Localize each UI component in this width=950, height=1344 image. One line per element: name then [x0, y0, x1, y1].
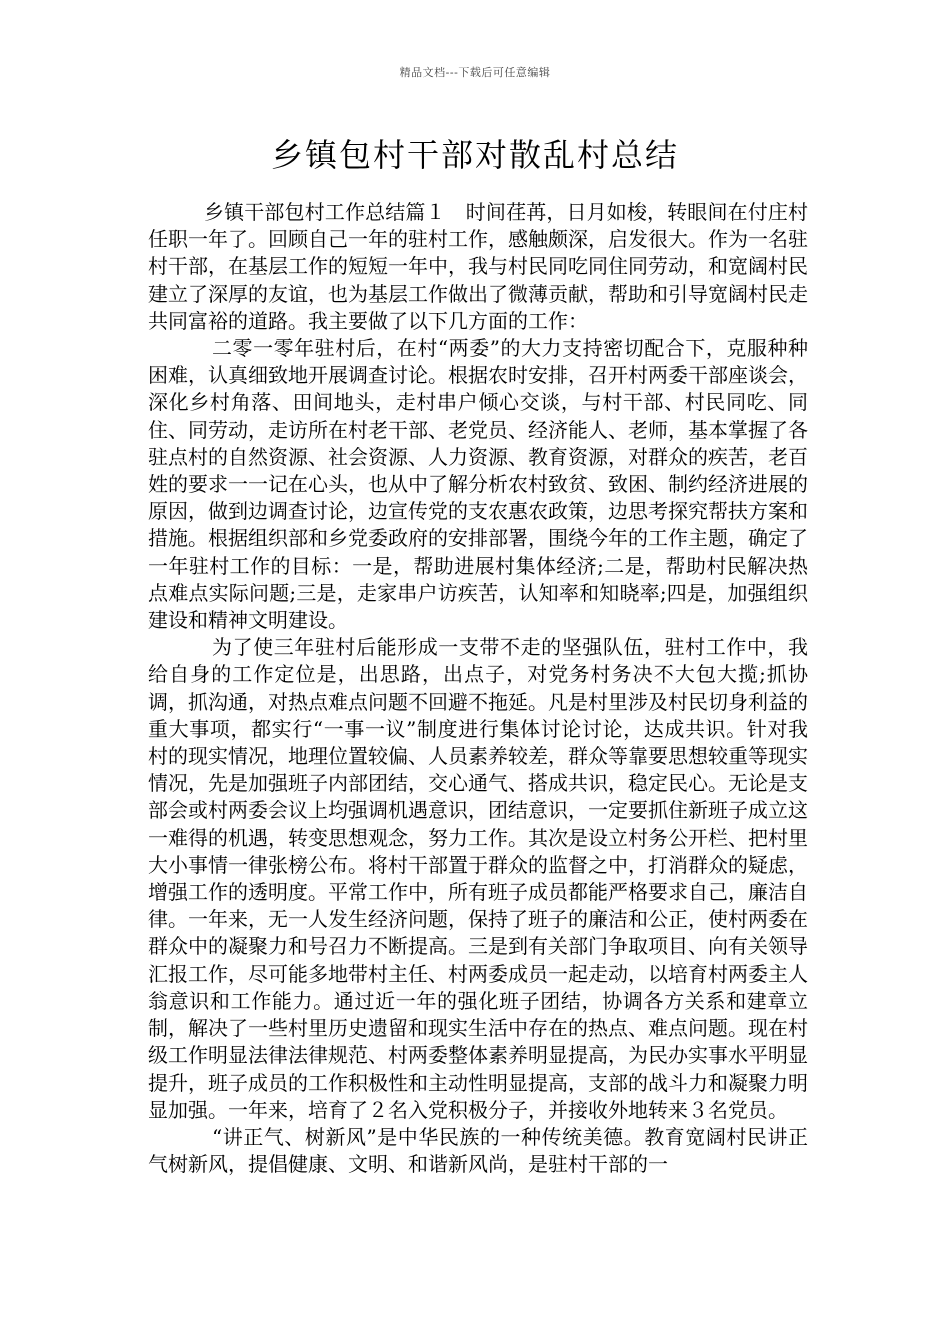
header-note: 精品文档---下载后可任意编辑 — [399, 66, 551, 79]
paragraph-2: 二零一零年驻村后，在村“两委”的大力支持密切配合下，克服种种困难，认真细致地开展调查讨论。根据农时安排，召开村两委干部座谈会，深化乡村角落、田间地头，走村串户倾心交谈，与村干部、村民同吃、同住、同劳动，走访所在村老干部、老党员、经济能人、老师，基本掌握了各驻点村的自然资源、社会资源、人力资源、教育资源，对群众的疾苦，老百姓的要求一一记在心头，也从中了解分析农村致贫、致困、制约经济进展的原因，做到边调查讨论，边宣传党的支农惠农政策，边思考探究帮扶方案和措施。根据组织部和乡党委政府的安排部署，围绕今年的工作主题，确定了一年驻村工作的目标：一是，帮助进展村集体经济;二是，帮助村民解决热点难点实际问题;三是，走家串户访疾苦，认知率和知晓率;四是，加强组织建设和精神文明建设。 — [148, 336, 808, 633]
document-body — [148, 199, 808, 1178]
paragraph-1: 乡镇干部包村工作总结篇１ 时间荏苒，日月如梭，转眼间在付庄村任职一年了。回顾自己一年的驻村工作，感触颇深，启发很大。作为一名驻村干部，在基层工作的短短一年中，我与村民同吃同住同劳动，和宽阔村民建立了深厚的友谊，也为基层工作做出了微薄贡献，帮助和引导宽阔村民走共同富裕的道路。我主要做了以下几方面的工作： — [148, 200, 808, 333]
document-title: 乡镇包村干部对散乱村总结 — [270, 136, 679, 174]
paragraph-3: 为了使三年驻村后能形成一支带不走的坚强队伍，驻村工作中，我给自身的工作定位是，出思路，出点子，对党务村务决不大包大揽;抓协调，抓沟通，对热点难点问题不回避不拖延。凡是村里涉及村民切身利益的重大事项，都实行“一事一议”制度进行集体讨论讨论，达成共识。针对我村的现实情况，地理位置较偏、人员素养较差，群众等靠要思想较重等现实情况，先是加强班子内部团结，交心通气、搭成共识，稳定民心。无论是支部会或村两委会议上均强调机遇意识，团结意识，一定要抓住新班子成立这一难得的机遇，转变思想观念，努力工作。其次是设立村务公开栏、把村里大小事情一律张榜公布。将村干部置于群众的监督之中，打消群众的疑虑，增强工作的透明度。平常工作中，所有班子成员都能严格要求自己，廉洁自律。一年来，无一人发生经济问题，保持了班子的廉洁和公正，使村两委在群众中的凝聚力和号召力不断提高。三是到有关部门争取项目、向有关领导汇报工作，尽可能多地带村主任、村两委成员一起走动，以培育村两委主人翁意识和工作能力。通过近一年的强化班子团结，协调各方关系和建章立制，解决了一些村里历史遗留和现实生活中存在的热点、难点问题。现在村级工作明显法律法律规范、村两委整体素养明显提高，为民办实事水平明显提升，班子成员的工作积极性和主动性明显提高，支部的战斗力和凝聚力明显加强。一年来，培育了２名入党积极分子，并接收外地转来３名党员。 — [148, 635, 808, 1122]
paragraph-4: “讲正气、树新风”是中华民族的一种传统美德。教育宽阔村民讲正气树新风，提倡健康、文明、和谐新风尚，是驻村干部的一 — [148, 1124, 808, 1177]
